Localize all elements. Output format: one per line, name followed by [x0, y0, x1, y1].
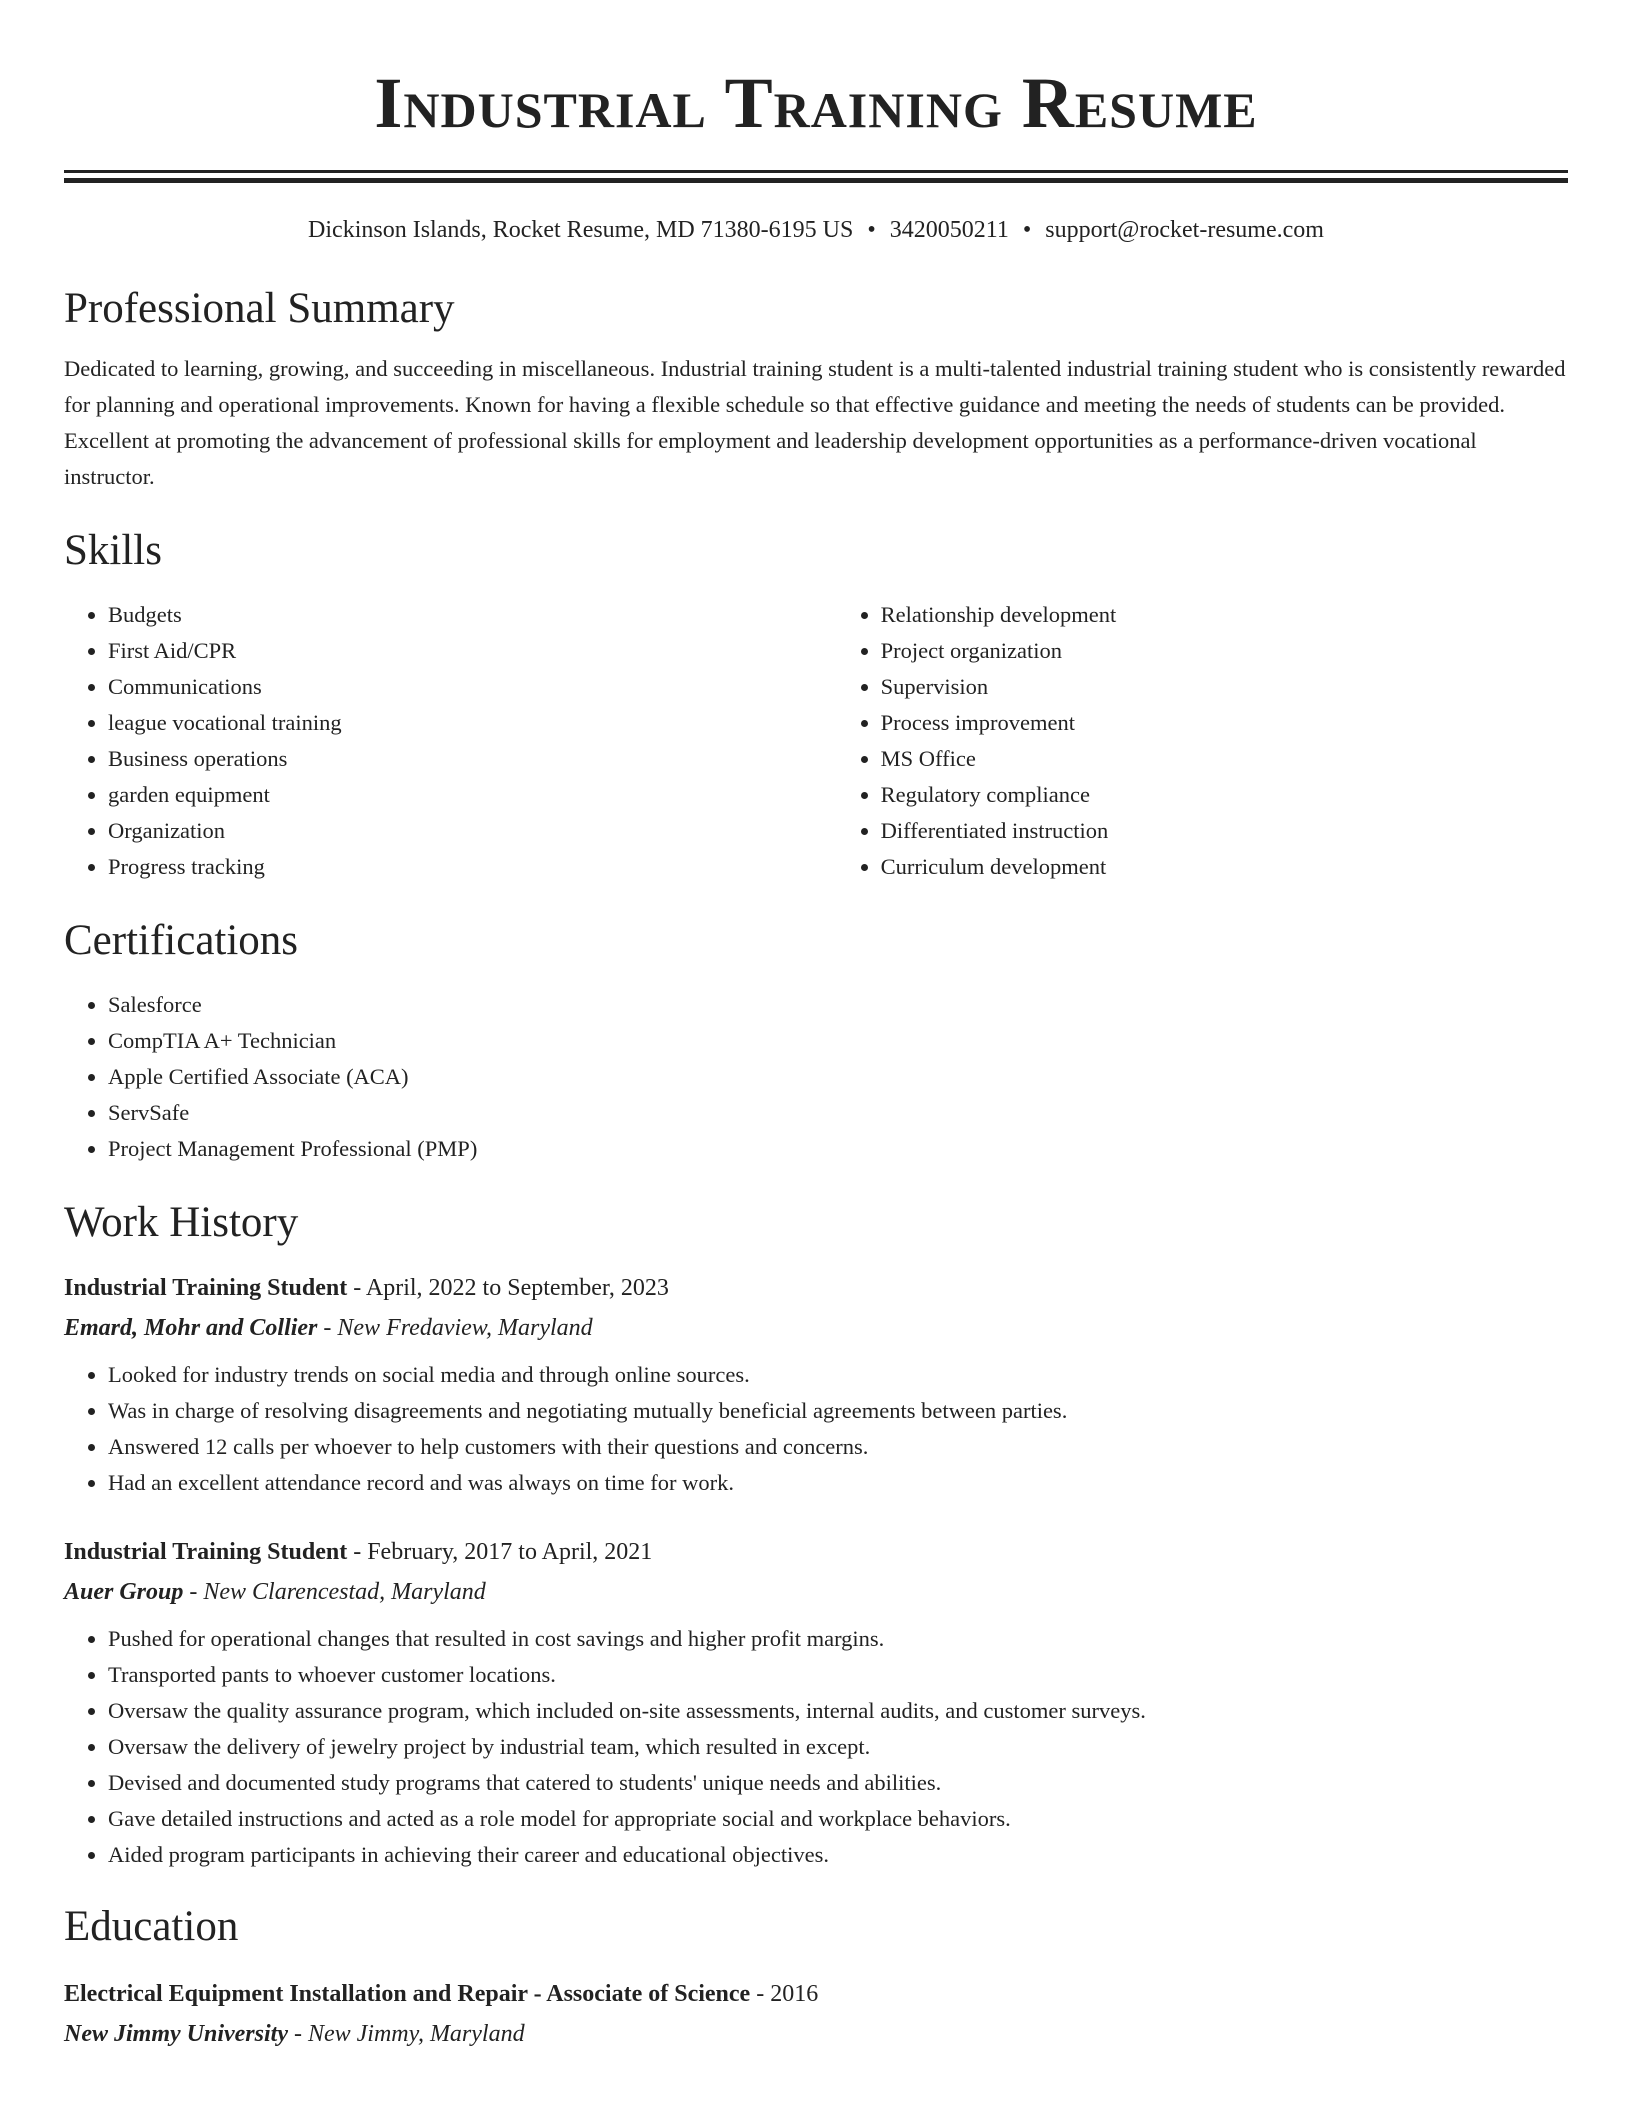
skill-item: • Relationship development: [881, 597, 1568, 633]
skill-item: • First Aid/CPR: [108, 633, 837, 669]
job-bullet: • Transported pants to whoever customer locations.: [108, 1657, 1568, 1693]
job-bullet: • Answered 12 calls per whoever to help customers with their questions and concerns.: [108, 1429, 1568, 1465]
education-degree-line: [64, 1977, 1568, 2011]
job-dates: - April, 2022 to September, 2023: [347, 1275, 669, 1301]
job-company: Emard, Mohr and Collier: [64, 1315, 318, 1341]
contact-address: Dickinson Islands, Rocket Resume, MD 71380-6195 US: [308, 217, 854, 243]
job-company-line: [64, 1311, 1568, 1345]
job-bullet: • Aided program participants in achieving their career and educational objectives.: [108, 1837, 1568, 1873]
education-year: - 2016: [750, 1981, 819, 2007]
contact-email: support@rocket-resume.com: [1045, 217, 1324, 243]
certification-item: • Apple Certified Associate (ACA): [108, 1059, 1568, 1095]
education-location: - New Jimmy, Maryland: [287, 2021, 525, 2047]
job-dates: - February, 2017 to April, 2021: [347, 1539, 653, 1565]
certification-item: • Project Management Professional (PMP): [108, 1131, 1568, 1167]
job-title-line: [64, 1535, 1568, 1569]
job-company-line: [64, 1575, 1568, 1609]
job-bullet: • Oversaw the delivery of jewelry project by industrial team, which resulted in except.: [108, 1729, 1568, 1765]
job-bullet: • Looked for industry trends on social media and through online sources.: [108, 1357, 1568, 1393]
job-entry: [64, 1535, 1568, 1873]
education-school-line: [64, 2017, 1568, 2051]
skill-item: • Project organization: [881, 633, 1568, 669]
page-title: Industrial Training Resume: [374, 63, 1258, 143]
job-bullets: [64, 1621, 1568, 1873]
job-bullet: • Was in charge of resolving disagreements and negotiating mutually beneficial agreements between parties.: [108, 1393, 1568, 1429]
education-school: New Jimmy University: [64, 2021, 288, 2047]
contact-phone: 3420050211: [889, 217, 1009, 243]
job-bullet: • Devised and documented study programs that catered to students' unique needs and abilities.: [108, 1765, 1568, 1801]
certification-item: • Salesforce: [108, 987, 1568, 1023]
skill-item: • Progress tracking: [108, 849, 837, 885]
skills-list-right: [837, 597, 1568, 885]
contact-separator: •: [1022, 217, 1032, 243]
job-company: Auer Group: [64, 1579, 184, 1605]
skills-list-left: [64, 597, 837, 885]
job-bullet: • Gave detailed instructions and acted as a role model for appropriate social and workplace behaviors.: [108, 1801, 1568, 1837]
certifications-heading: Certifications: [64, 917, 299, 964]
summary-text: Dedicated to learning, growing, and succeeding in miscellaneous. Industrial training student is a multi-talented industrial training student who is consistently rewarded for planning and operational improvements. Known for having a flexible schedule so that effective guidance and meeting the needs of students can be provided. Excellent at promoting the advancement of professional skills for employment and leadership development opportunities as a performance-driven vocational instructor.: [64, 356, 1566, 489]
job-bullet: • Pushed for operational changes that resulted in cost savings and higher profit margins.: [108, 1621, 1568, 1657]
job-title: Industrial Training Student: [64, 1539, 348, 1565]
certification-item: • CompTIA A+ Technician: [108, 1023, 1568, 1059]
title-rule-thin: [64, 170, 1568, 173]
education-degree: Electrical Equipment Installation and Repair - Associate of Science: [64, 1981, 751, 2007]
skill-item: • Communications: [108, 669, 837, 705]
skill-item: • MS Office: [881, 741, 1568, 777]
job-bullet: • Had an excellent attendance record and was always on time for work.: [108, 1465, 1568, 1501]
job-location: - New Fredaview, Maryland: [317, 1315, 593, 1341]
skills-heading: Skills: [64, 527, 162, 574]
job-bullets: [64, 1357, 1568, 1501]
contact-line: [64, 215, 1568, 245]
certification-item: • ServSafe: [108, 1095, 1568, 1131]
skill-item: • Regulatory compliance: [881, 777, 1568, 813]
skill-item: • Differentiated instruction: [881, 813, 1568, 849]
education-heading: Education: [64, 1903, 239, 1950]
skill-item: • Business operations: [108, 741, 837, 777]
skill-item: • league vocational training: [108, 705, 837, 741]
skill-item: • Organization: [108, 813, 837, 849]
certifications-list: [64, 987, 1568, 1167]
skill-item: • Supervision: [881, 669, 1568, 705]
skill-item: • garden equipment: [108, 777, 837, 813]
skill-item: • Process improvement: [881, 705, 1568, 741]
job-title-line: [64, 1271, 1568, 1305]
skill-item: • Curriculum development: [881, 849, 1568, 885]
skill-item: • Budgets: [108, 597, 837, 633]
job-location: - New Clarencestad, Maryland: [183, 1579, 486, 1605]
work-history-heading: Work History: [64, 1199, 299, 1246]
job-bullet: • Oversaw the quality assurance program, which included on-site assessments, internal audits, and customer surveys.: [108, 1693, 1568, 1729]
contact-separator: •: [867, 217, 876, 243]
title-rule-thick: [64, 178, 1568, 183]
job-title: Industrial Training Student: [64, 1275, 348, 1301]
job-entry: [64, 1271, 1568, 1501]
skills-columns: [64, 597, 1568, 885]
summary-heading: Professional Summary: [64, 285, 455, 332]
